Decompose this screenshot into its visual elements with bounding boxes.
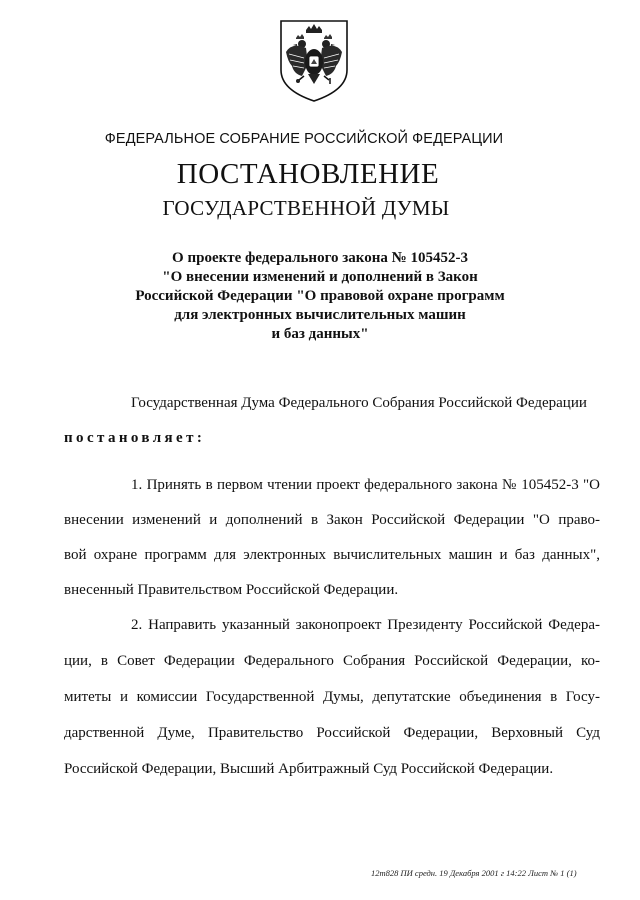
paragraph-line: дарственной Думе, Правительство Российской Федерации, Верховный Суд — [64, 725, 600, 741]
paragraph-line: митеты и комиссии Государственной Думы, депутатские объединения в Госу- — [64, 689, 600, 705]
paragraph-line: ции, в Совет Федерации Федерального Собрания Российской Федерации, ко- — [64, 653, 600, 669]
resolves-keyword: постановляет: — [64, 430, 206, 446]
paragraph-line: 2. Направить указанный законопроект Президенту Российской Федера- — [131, 617, 600, 633]
subject-line: и баз данных" — [271, 326, 369, 342]
paragraph-line: 1. Принять в первом чтении проект федерального закона № 105452-3 "О — [131, 477, 600, 493]
paragraph-line: вой охране программ для электронных вычислительных машин и баз данных", — [64, 547, 600, 563]
issuer-heading: ГОСУДАРСТВЕННОЙ ДУМЫ — [162, 196, 450, 220]
footer-stamp: 12m828 ПИ средн. 19 Декабря 2001 г 14:22 Лист № 1 (1) — [371, 868, 577, 878]
document-type-title: ПОСТАНОВЛЕНИЕ — [176, 158, 440, 190]
assembly-heading: ФЕДЕРАЛЬНОЕ СОБРАНИЕ РОССИЙСКОЙ ФЕДЕРАЦИИ — [104, 131, 504, 147]
paragraph-line: внесении изменений и дополнений в Закон Российской Федерации "О право- — [64, 512, 600, 528]
subject-line: для электронных вычислительных машин — [174, 307, 466, 323]
subject-line: О проекте федерального закона № 105452-3 — [172, 250, 468, 266]
subject-line: Российской Федерации "О правовой охране программ — [135, 288, 505, 304]
subject-block — [0, 249, 640, 344]
subject-line: "О внесении изменений и дополнений в Закон — [162, 269, 478, 285]
coat-of-arms-icon — [278, 18, 350, 104]
paragraph-line: внесенный Правительством Российской Федерации. — [64, 582, 399, 598]
paragraph-line: Российской Федерации, Высший Арбитражный Суд Российской Федерации. — [64, 761, 554, 777]
preamble-text: Государственная Дума Федерального Собрания Российской Федерации — [131, 395, 587, 411]
